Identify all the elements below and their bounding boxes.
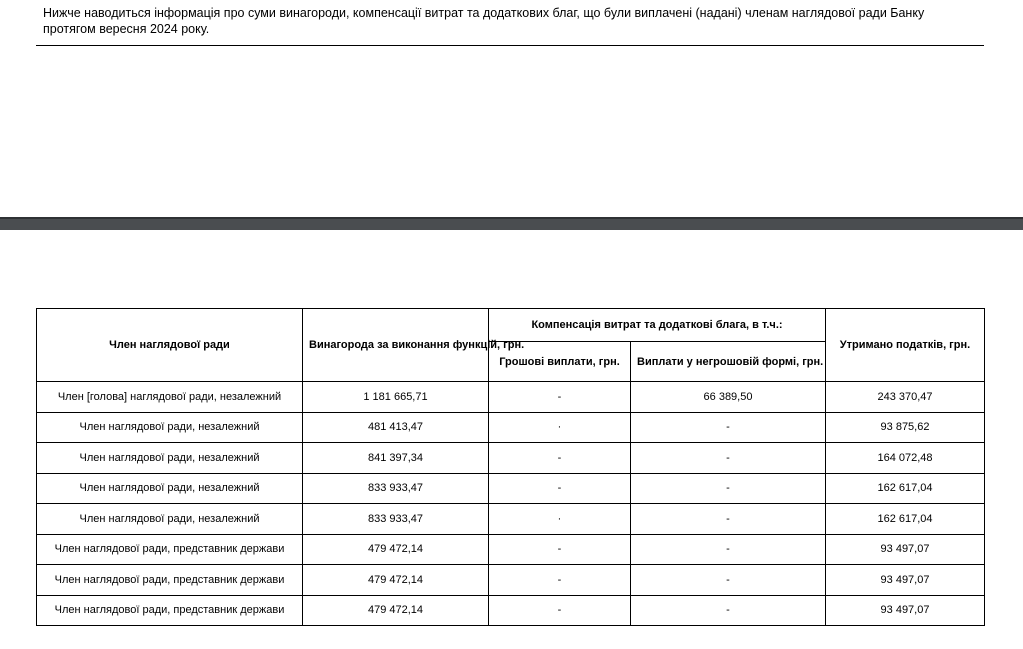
cell-member: Член наглядової ради, незалежний [37,473,303,504]
cell-taxes: 162 617,04 [826,473,985,504]
table-row [37,565,985,596]
header-member: Член наглядової ради [37,309,303,382]
cell-remuneration: 841 397,34 [303,443,489,474]
cell-non-cash: 66 389,50 [631,382,826,413]
cell-non-cash: - [631,595,826,626]
cell-taxes: 162 617,04 [826,504,985,535]
header-cash-payments: Грошові виплати, грн. [489,342,631,382]
cell-member: Член наглядової ради, незалежний [37,412,303,443]
table-row [37,595,985,626]
cell-cash: - [489,382,631,413]
cell-member: Член наглядової ради, незалежний [37,504,303,535]
table-row [37,534,985,565]
cell-remuneration: 481 413,47 [303,412,489,443]
cell-remuneration: 479 472,14 [303,565,489,596]
cell-cash: · [489,504,631,535]
cell-non-cash: - [631,504,826,535]
cell-cash: - [489,443,631,474]
cell-taxes: 93 875,62 [826,412,985,443]
table-row [37,504,985,535]
cell-member: Член наглядової ради, представник держави [37,534,303,565]
cell-taxes: 93 497,07 [826,565,985,596]
cell-member: Член [голова] наглядової ради, незалежний [37,382,303,413]
cell-remuneration: 479 472,14 [303,595,489,626]
page-separator-bar [0,217,1023,230]
cell-non-cash: - [631,473,826,504]
table-row [37,382,985,413]
table-row [37,473,985,504]
cell-non-cash: - [631,412,826,443]
intro-divider-line [36,45,984,46]
cell-non-cash: - [631,534,826,565]
table-row [37,443,985,474]
cell-cash: · [489,412,631,443]
table-header-row [37,309,985,342]
cell-cash: - [489,534,631,565]
header-taxes-withheld: Утримано податків, грн. [826,309,985,382]
cell-remuneration: 833 933,47 [303,504,489,535]
header-remuneration: Винагорода за виконання функцій, грн. [303,309,489,382]
cell-remuneration: 479 472,14 [303,534,489,565]
cell-non-cash: - [631,565,826,596]
cell-taxes: 243 370,47 [826,382,985,413]
header-compensation-group: Компенсація витрат та додаткові блага, в т.ч.: [489,309,826,342]
cell-taxes: 93 497,07 [826,534,985,565]
cell-taxes: 164 072,48 [826,443,985,474]
cell-member: Член наглядової ради, незалежний [37,443,303,474]
cell-remuneration: 833 933,47 [303,473,489,504]
header-non-cash-payments: Виплати у негрошовій формі, грн. [631,342,826,382]
cell-cash: - [489,565,631,596]
cell-member: Член наглядової ради, представник держави [37,595,303,626]
cell-remuneration: 1 181 665,71 [303,382,489,413]
page-separator-edge [0,217,1023,219]
table-row [37,412,985,443]
cell-cash: - [489,595,631,626]
cell-cash: - [489,473,631,504]
cell-taxes: 93 497,07 [826,595,985,626]
cell-member: Член наглядової ради, представник держави [37,565,303,596]
cell-non-cash: - [631,443,826,474]
remuneration-table [36,308,985,626]
intro-paragraph: Нижче наводиться інформація про суми винагороди, компенсації витрат та додаткових благ, що були виплачені (надані) членам наглядової ради Банку протягом вересня 2024 року. [43,6,925,36]
